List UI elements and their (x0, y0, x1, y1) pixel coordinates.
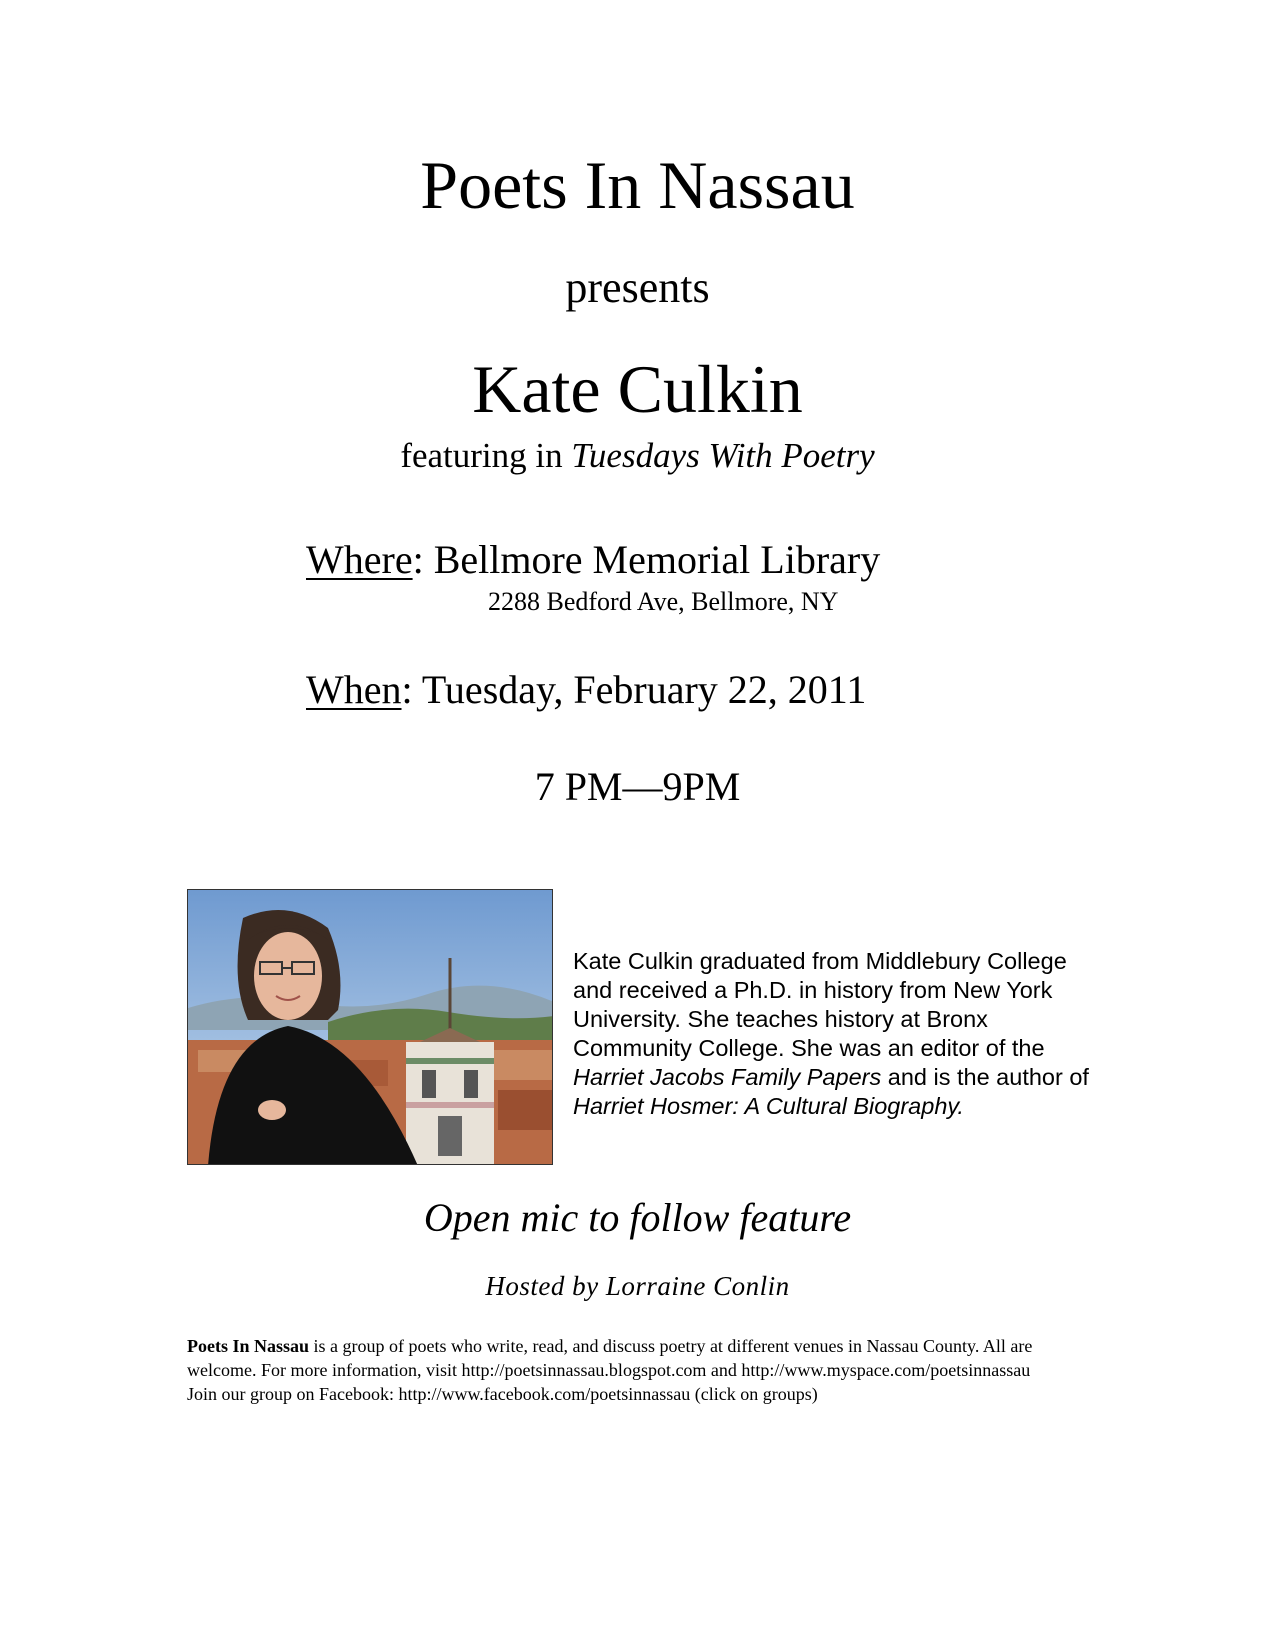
footer-description: is a group of poets who write, read, and discuss poetry at different venues in Nassau County. All are welcome. For more information, visit http://poetsinnassau.blogspot.com and http://www.myspace.com/poetsinnassau (187, 1336, 1033, 1380)
featuring-prefix: featuring in (400, 436, 563, 475)
presents-text: presents (565, 263, 710, 312)
featuring-line (0, 437, 1275, 476)
poet-bio (573, 947, 1103, 1121)
footer-org-name: Poets In Nassau (187, 1336, 310, 1356)
bio-text-1: Kate Culkin graduated from Middlebury College and received a Ph.D. in history from New York University. She teaches history at Bronx Community College. She was an editor of the (573, 948, 1067, 1061)
where-label: Where (306, 537, 413, 582)
when-line (306, 668, 866, 712)
bio-book-title-1: Harriet Jacobs Family Papers (573, 1064, 882, 1090)
footer-info (187, 1334, 1067, 1406)
where-value: : Bellmore Memorial Library (412, 537, 881, 582)
open-mic-note: Open mic to follow feature (423, 1195, 852, 1240)
when-value: : Tuesday, February 22, 2011 (401, 667, 867, 712)
footer-facebook-line: Join our group on Facebook: http://www.facebook.com/poetsinnassau (click on groups) (187, 1384, 818, 1404)
venue-address: 2288 Bedford Ave, Bellmore, NY (488, 587, 839, 616)
page-title: Poets In Nassau (420, 147, 855, 223)
featured-poet-name: Kate Culkin (472, 351, 803, 427)
when-label: When (306, 667, 402, 712)
series-name: Tuesdays With Poetry (571, 436, 875, 475)
bio-text-2: and is the author of (881, 1064, 1089, 1090)
poet-photo (187, 889, 553, 1165)
footer-paragraph (187, 1334, 1067, 1382)
poet-photo-illustration (188, 890, 553, 1165)
where-line (306, 538, 880, 582)
host-line: Hosted by Lorraine Conlin (485, 1271, 790, 1301)
event-time: 7 PM—9PM (534, 764, 741, 809)
bio-book-title-2: Harriet Hosmer: A Cultural Biography. (573, 1093, 964, 1119)
